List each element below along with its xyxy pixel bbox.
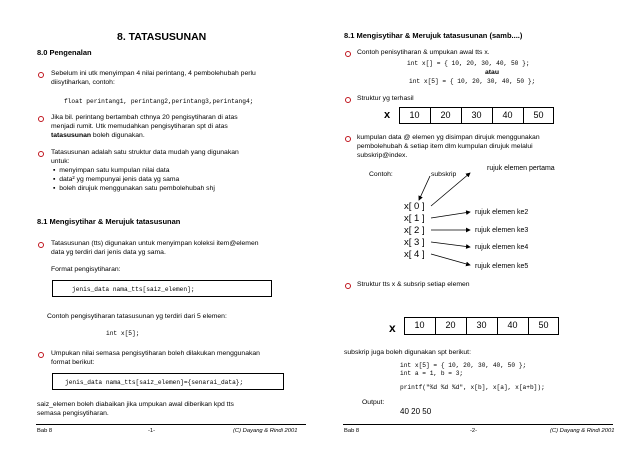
footer-copyright: (C) Dayang & Rindi 2001 [550,428,615,434]
section-heading: 8.1 Mengisytihar & Merujuk tatasusunan [37,217,181,226]
array-cell: 30 [471,110,482,120]
array-cell: 50 [533,110,544,120]
footer-chapter: Bab 8 [37,428,53,434]
sub-bullet-text: data² yg mempunyai jenis data yg sama [59,176,180,183]
subskrip-label: subskrip [431,171,457,178]
paragraph-line: Struktur tts x & subsrip setiap elemen [357,281,470,288]
code-line: int x[5]; [106,330,140,337]
array-cell: 10 [409,110,420,120]
footer-page-number: -1- [148,428,156,434]
element-label: rujuk elemen ke2 [475,209,529,216]
code-line: int x[] = { 10, 20, 30, 40, 50 }; [407,60,530,67]
page-title: 8.1 Mengisytihar & Merujuk tatasusunan (samb....) [344,31,523,40]
footer-divider [343,424,613,425]
or-label: atau [485,69,499,76]
array-cell: 40 [502,110,513,120]
paragraph-line: semasa pengisytiharan. [37,410,109,417]
sub-bullet-text: boleh dirujuk menggunakan satu pembolehubah shj [59,185,215,192]
paragraph-line: kumpulan data @ elemen yg disimpan dirujuk menggunakan [357,134,540,141]
array-name: x [389,321,396,335]
paragraph-line: subskrip juga boleh digunakan spt berikut: [344,349,471,356]
array-element: x[ 0 ] [404,201,425,212]
paragraph-line: pembolehubah & setiap item dlm kumpulan dirujuk melalui [357,143,533,150]
paragraph-line: data yg terdiri dari jenis data yg sama. [51,249,166,256]
paragraph-line: subskrip@index. [357,152,408,159]
array-cell: 20 [440,110,451,120]
paragraph-line: Tatasusunan (tts) digunakan untuk menyimpan koleksi item@elemen [51,240,259,247]
array-cell: 50 [538,320,549,330]
sub-bullet: ▪ menyimpan satu kumpulan nilai data [53,167,170,174]
sub-bullet: ▪ boleh dirujuk menggunakan satu pembolehubah shj [53,185,215,192]
reference-arrow [431,242,470,247]
reference-arrow [431,173,470,206]
array-cell: 30 [476,320,487,330]
paragraph-line: Jika bil. perintang bertambah cthnya 20 pengisytiharan di atas [51,114,238,121]
paragraph-line: Contoh penisytiharan & umpukan awal tts x. [357,49,490,56]
element-label: rujuk elemen ke5 [475,263,529,270]
paragraph-line: format berikut: [51,359,95,366]
paragraph-line: Tatasusunan adalah satu struktur data mudah yang digunakan [51,149,239,156]
bold-term: tatasusunan [51,132,92,139]
array-element: x[ 4 ] [404,249,425,260]
code-line: printf("%d %d %d", x[b], x[a], x[a+b]); [400,384,545,391]
array-cell: 20 [445,320,456,330]
paragraph-line: Struktur yg terhasil [357,95,414,102]
array-element: x[ 3 ] [404,237,425,248]
element-label: rujuk elemen ke3 [475,227,529,234]
reference-arrow [431,212,470,218]
paragraph-line: menjadi rumit. Utk memudahkan pengisytiharan spt di atas [51,123,228,130]
output-value: 40 20 50 [400,407,432,416]
paragraph-line: Sebelum ini utk menyimpan 4 nilai perintang, 4 pembolehubah perlu [51,70,256,77]
code-line: jenis_data nama_tts[saiz_elemen]; [72,286,195,293]
array-element: x[ 1 ] [404,213,425,224]
output-label: Output: [362,399,385,406]
code-line: int a = 1, b = 3; [400,370,464,377]
example-label: Contoh: [369,171,393,178]
subskrip-arrow [419,176,430,200]
paragraph-line: diisytiharkan, contoh: [51,79,115,86]
sub-bullet: ▪ data² yg mempunyai jenis data yg sama [53,176,180,183]
format-label: Format pengisytiharan: [51,266,121,273]
array-cell: 10 [414,320,425,330]
paragraph-line: untuk: [51,158,70,165]
array-cell: 40 [507,320,518,330]
paragraph-line: saiz_elemen boleh diabaikan jika umpukan awal diberikan kpd tts [37,401,234,408]
bullet-icon [345,283,351,289]
element-label: rujuk elemen pertama [487,165,555,172]
section-heading: 8.0 Pengenalan [37,48,92,57]
array-element: x[ 2 ] [404,225,425,236]
footer-copyright: (C) Dayang & Rindi 2001 [233,428,298,434]
footer-chapter: Bab 8 [344,428,360,434]
sub-bullet-text: menyimpan satu kumpulan nilai data [59,167,170,174]
footer-page-number: -2- [470,428,478,434]
paragraph-line: Contoh pengisytiharan tatasusunan yg terdiri dari 5 elemen: [47,313,227,320]
code-line: float perintang1, perintang2,perintang3,perintang4; [64,98,254,105]
paragraph-line: Umpukan nilai semasa pengisytiharan boleh dilakukan menggunakan [51,350,260,357]
code-line: int x[5] = { 10, 20, 30, 40, 50 }; [409,78,536,85]
paragraph-text: boleh digunakan. [91,132,145,139]
code-line: int x[5] = { 10, 20, 30, 40, 50 }; [400,362,527,369]
page-title: 8. TATASUSUNAN [117,31,207,43]
code-line: jenis_data nama_tts[saiz_elemen]={senarai_data}; [65,379,244,386]
array-name: x [384,109,391,121]
element-label: rujuk elemen ke4 [475,244,529,251]
reference-arrow [431,254,470,265]
